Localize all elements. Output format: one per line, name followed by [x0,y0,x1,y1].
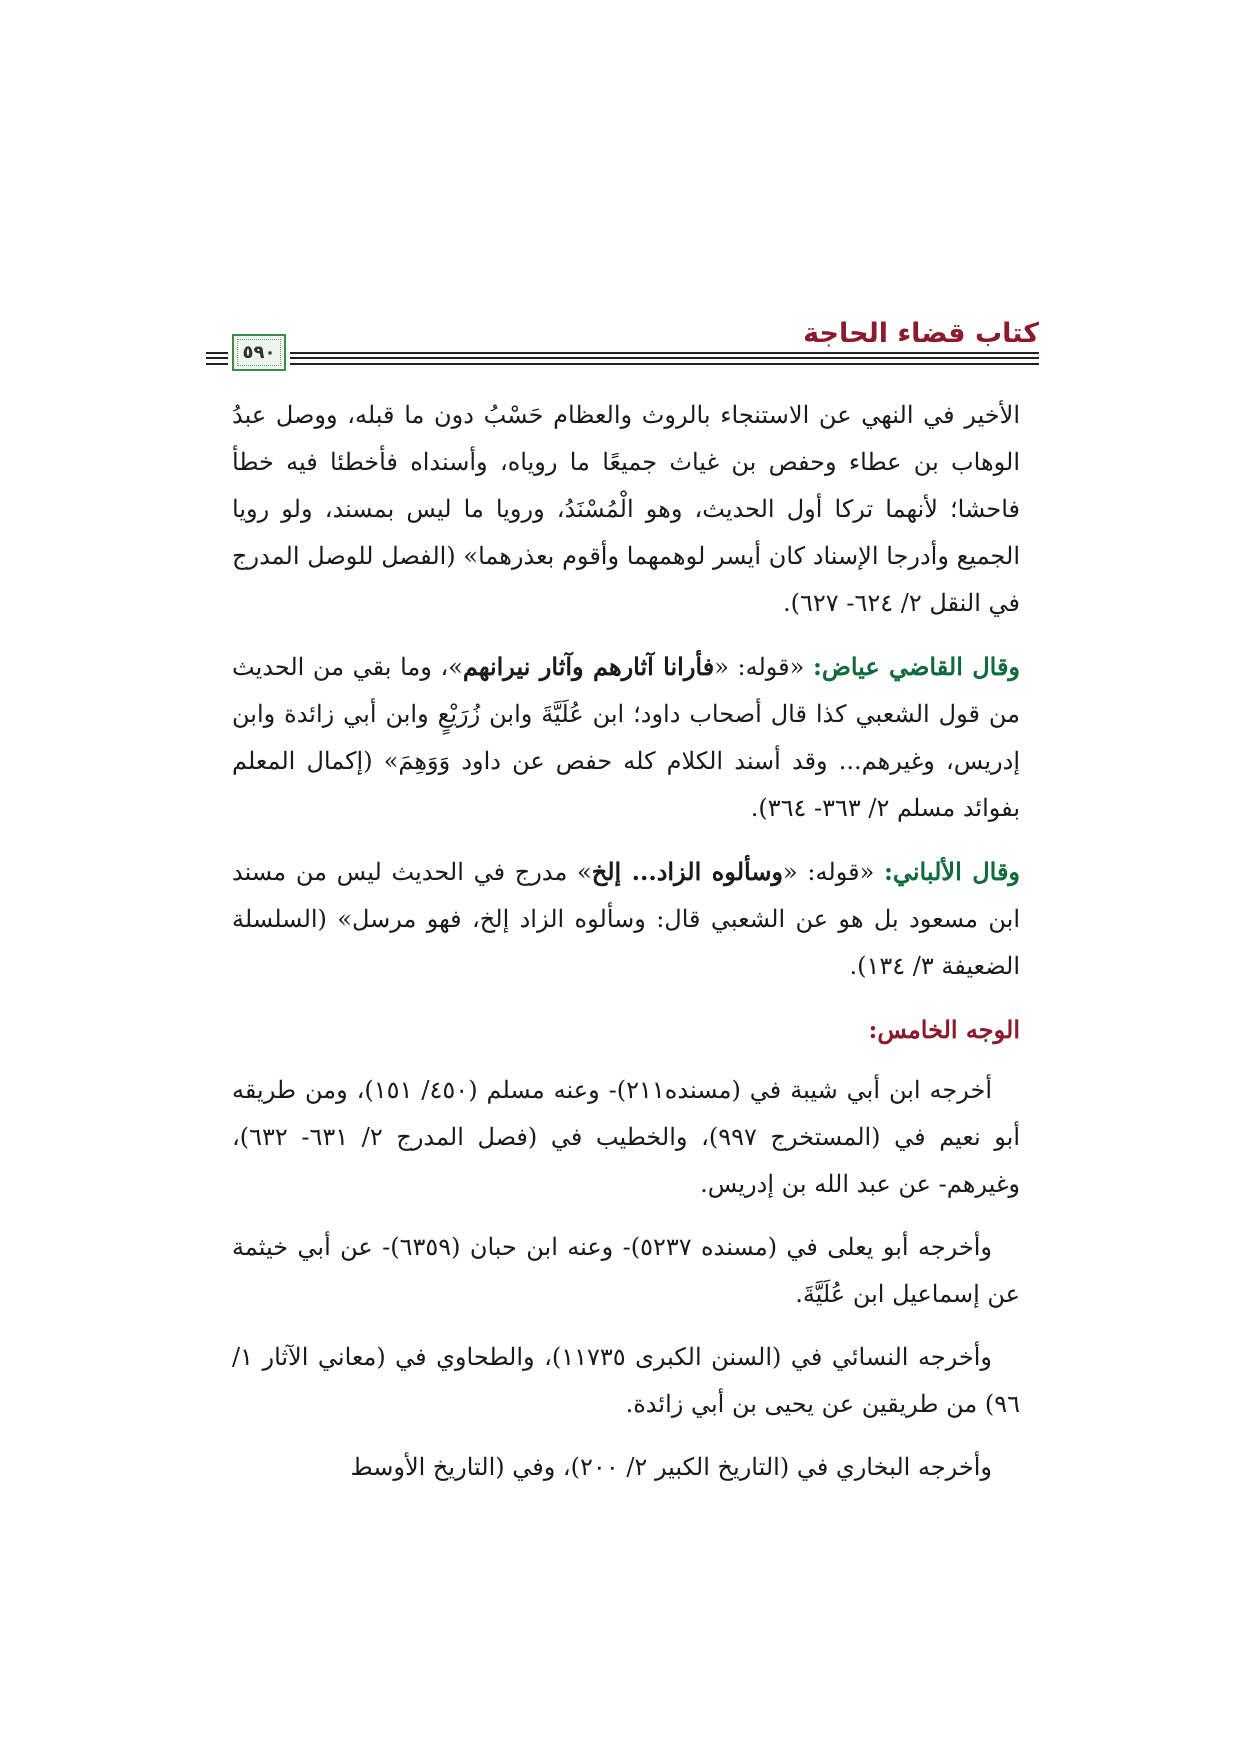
paragraph: وأخرجه البخاري في (التاريخ الكبير ٢/ ٢٠٠)، وفي (التاريخ الأوسط [350,1453,992,1481]
speaker-label: وقال القاضي عياض: [812,652,1021,681]
section-heading: الوجه الخامس: [868,1015,1020,1044]
paragraph: أخرجه ابن أبي شيبة في (مسنده٢١١)- وعنه مسلم (٤٥٠/ ١٥١)، ومن طريقه أبو نعيم في (المستخرج ٩٩٧)، والخطيب في (فصل المدرج ٢/ ٦٣١- ٦٣٢)، وغيرهم- عن عبد الله بن إدريس. [232,1076,1021,1198]
paragraph: الأخير في النهي عن الاستنجاء بالروث والعظام حَسْبُ دون ما قبله، ووصل عبدُ الوهاب بن عطاء وحفص بن غياث جميعًا ما روياه، وأسنداه فأخطئا فيه خطأ فاحشا؛ لأنهما تركا أول الحديث، وهو الْمُسْنَدُ، ورويا ما ليس بمسند، ولو رويا الجميع وأدرجا الإسناد كان أيسر لوهمهما وأقوم بعذرهما» (الفصل للوصل المدرج في النقل ٢/ ٦٢٤- ٦٢٧). [232,401,1020,617]
paragraph: وأخرجه النسائي في (السنن الكبرى ١١٧٣٥)، والطحاوي في (معاني الآثار ١/ ٩٦) من طريقين عن يحيى بن أبي زائدة. [232,1343,1020,1418]
header-rule [290,352,1039,354]
header-rule [206,352,228,354]
page-body [232,392,1020,1507]
paragraph: وأخرجه أبو يعلى في (مسنده ٥٢٣٧)- وعنه ابن حبان (٦٣٥٩)- عن أبي خيثمة عن إسماعيل ابن عُلَيَّةَ. [232,1233,1020,1308]
quote-paragraph [232,848,1020,990]
quote-intro: «قوله: « [714,653,813,681]
quote-body: »، وما بقي من الحديث من قول الشعبي كذا قال أصحاب داود؛ ابن عُلَيَّةَ وابن زُرَيْعٍ وابن أبي زائدة وابن إدريس، وغيرهم... وقد أسند الكلام كله حفص عن داود وَوَهِمَ» (إكمال المعلم بفوائد مسلم ٢/ ٣٦٣- ٣٦٤). [232,653,1020,822]
hadith-quote: وسألوه الزاد... إلخ [591,857,784,886]
book-title: كتاب قضاء الحاجة [803,318,1039,349]
header-rule [290,357,1039,359]
page-number: ٥٩٠ [242,342,276,363]
header-rule [206,357,228,359]
header-rule [206,363,228,365]
quote-paragraph [232,643,1020,832]
quote-body: » مدرج في الحديث ليس من مسند ابن مسعود بل هو عن الشعبي قال: وسألوه الزاد إلخ، فهو مرسل» (السلسلة الضعيفة ٣/ ١٣٤). [232,858,1020,980]
page-number-frame [232,334,286,371]
header-rule [290,363,1039,365]
speaker-label: وقال الألباني: [883,857,1021,886]
hadith-quote: فأرانا آثارهم وآثار نيرانهم [462,652,715,681]
page-header [206,310,1039,390]
quote-intro: «قوله: « [783,858,884,886]
